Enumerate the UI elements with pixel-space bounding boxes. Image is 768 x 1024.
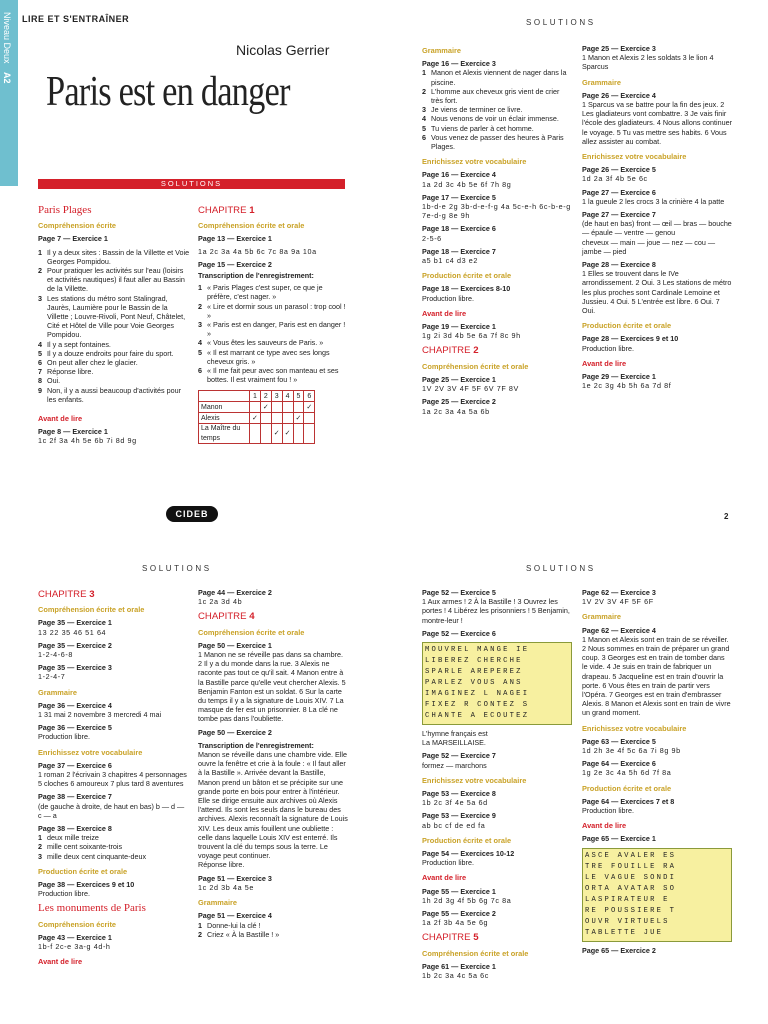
running-head: SOLUTIONS xyxy=(526,564,596,573)
answer-text: cheveux — main — joue — nez — cou — jambe — pied xyxy=(582,237,716,256)
exercise-page: Transcription de l'enregistrement: xyxy=(198,740,314,750)
exercise-section: Avant de lire xyxy=(38,957,83,967)
item-number: 2 xyxy=(198,929,202,939)
item-number: 7 xyxy=(38,367,42,377)
answer-text: 1 Aux armes ! 2 À la Bastille ! 3 Ouvrez les portes ! 4 Libérez les prisonniers ! 5 Benjamin, montre-leur ! xyxy=(422,597,570,625)
list-item: 3 « Paris est en danger, Paris est en danger ! » xyxy=(198,320,346,339)
item-number: 3 xyxy=(198,320,202,330)
exercise-page: Page 44 — Exercice 2 xyxy=(198,588,272,597)
answer-line: 1b 2c 3f 4e 5a 6d xyxy=(422,798,488,808)
list-item: 1 Manon et Alexis viennent de nager dans la piscine. xyxy=(422,68,567,87)
answer-line: 1b 2c 3a 4c 5a 6c xyxy=(422,971,489,981)
exercise-page: Page 36 — Exercice 5 xyxy=(38,723,112,733)
table-cell xyxy=(260,424,271,443)
column-right-1 xyxy=(422,40,572,416)
exercise-page: Page 52 — Exercice 5 xyxy=(422,588,496,597)
answer-text: Réponse libre. xyxy=(198,860,245,870)
answer-text: Production libre. xyxy=(582,806,634,816)
answer-line: 1d 2h 3e 4f 5c 6a 7i 8g 9b xyxy=(582,746,681,756)
word-search-row: RE POUSSIERE T xyxy=(585,906,677,915)
answer-line: 1a 2c 3a 4a 5b 6c 7c 8a 9a 10a xyxy=(198,246,317,256)
exercise-page: Page 55 — Exercice 1 xyxy=(422,886,496,896)
word-search-row: ORTA AVATAR SO xyxy=(585,884,677,893)
answer-text: L'hymne français est xyxy=(422,729,488,739)
table-cell xyxy=(282,402,293,413)
table-corner xyxy=(199,391,250,402)
page-left-top xyxy=(0,0,384,519)
item-number: 3 xyxy=(38,293,42,303)
exercise-section: Enrichissez votre vocabulaire xyxy=(582,723,687,733)
answer-line: 1h 2d 3g 4f 5b 6g 7c 8a xyxy=(422,895,512,905)
exercise-section: Compréhension écrite et orale xyxy=(198,627,305,637)
list-item: 3 Les stations du métro sont Stalingrad, Jaurès, Laumière pour le Bassin de la Villette ; Louvre-Rivoli, Pont Neuf, Châtelet, Cité et Hôtel de Ville pour Voie Georges Pompidou. xyxy=(38,293,186,340)
page-left-bottom xyxy=(0,552,384,1024)
exercise-page: Page 65 — Exercice 1 xyxy=(582,834,656,844)
exercise-page: Page 29 — Exercice 1 xyxy=(582,372,656,382)
column-b xyxy=(198,584,348,939)
exercise-section: Compréhension écrite et orale xyxy=(422,948,529,958)
chapter-heading xyxy=(422,933,572,942)
exercise-page: Page 17 — Exercice 5 xyxy=(422,192,496,202)
word-search-row: TRE FOUILLE RA xyxy=(585,862,677,871)
item-number: 9 xyxy=(38,385,42,395)
word-search-grid xyxy=(582,848,732,942)
exercise-section: Enrichissez votre vocabulaire xyxy=(422,157,527,167)
exercise-page: Page 62 — Exercice 3 xyxy=(582,588,656,597)
word-search-row: FIXEZ R CONTEZ S xyxy=(425,701,530,710)
answer-text: (de haut en bas) front — œil — bras — bouche — épaule — ventre — genou xyxy=(582,219,732,238)
column-paris-plages xyxy=(38,200,190,446)
running-head: SOLUTIONS xyxy=(526,18,596,27)
exercise-page: Page 15 — Exercice 2 xyxy=(198,259,272,269)
exercise-page: Page 53 — Exercice 8 xyxy=(422,789,496,799)
exercise-page: Page 61 — Exercice 1 xyxy=(422,961,496,971)
exercise-page: Page 18 — Exercices 8-10 xyxy=(422,284,511,294)
answer-text: 1 Manon et Alexis 2 les soldats 3 le lion 4 Sparcus xyxy=(582,53,714,72)
exercise-page: Page 13 — Exercice 1 xyxy=(198,234,272,244)
chapter-number: 1 xyxy=(249,205,255,216)
column-chapitre-1 xyxy=(198,200,348,444)
answer-text: 1 la gueule 2 les crocs 3 la crinière 4 la patte xyxy=(582,196,725,206)
answer-text: 1 31 mai 2 novembre 3 mercredi 4 mai xyxy=(38,710,162,720)
exercise-page: Page 55 — Exercice 2 xyxy=(422,909,496,919)
exercise-section: Production écrite et orale xyxy=(582,783,672,793)
answer-text: Production libre. xyxy=(38,732,90,742)
answer-line: 1g 2e 3c 4a 5h 6d 7f 8a xyxy=(582,768,672,778)
exercise-section: Grammaire xyxy=(38,687,78,697)
table-row-label: La Maître du temps xyxy=(199,424,250,443)
item-number: 1 xyxy=(422,68,426,78)
answer-line: 1g 2i 3d 4b 5e 6a 7f 8c 9h xyxy=(422,331,521,341)
answer-line: 1b-d-e 2g 3b-d-e-f-g 4a 5c-e-h 6c-b-e-g 7e-d-g 8e 9h xyxy=(422,202,571,221)
table-row xyxy=(199,424,315,443)
item-number: 5 xyxy=(198,347,202,357)
list-item: 6 On peut aller chez le glacier. xyxy=(38,358,138,368)
answer-list xyxy=(422,68,572,151)
list-item: 8 Oui. xyxy=(38,376,61,386)
chapter-label: CHAPITRE xyxy=(198,205,247,216)
exercise-page: Page 18 — Exercice 7 xyxy=(422,246,496,256)
transcription-label: Transcription de l'enregistrement: xyxy=(198,271,314,281)
table-col-header: 6 xyxy=(304,391,315,402)
chapter-number: 3 xyxy=(89,589,95,600)
word-search-row: LIBEREZ CHERCHE xyxy=(425,657,523,666)
exercise-section: Compréhension écrite et orale xyxy=(198,221,305,231)
list-item: 4 Nous venons de voir un éclair immense. xyxy=(422,114,559,124)
item-number: 6 xyxy=(198,366,202,376)
list-item: 2 mille cent soixante-trois xyxy=(38,842,123,852)
list-item: 2 Criez « À la Bastille ! » xyxy=(198,929,280,939)
list-item: 4 Il y a sept fontaines. xyxy=(38,339,111,349)
author: Nicolas Gerrier xyxy=(236,42,330,58)
item-number: 2 xyxy=(38,842,42,852)
table-row-label: Manon xyxy=(199,402,250,413)
chapter-number: 4 xyxy=(249,611,255,623)
exercise-section: Avant de lire xyxy=(422,873,467,883)
answer-line: 1c 2a 3d 4b xyxy=(198,597,243,607)
word-search-row: MOUVREL MANGE IE xyxy=(425,646,530,655)
exercise-section: Production écrite et orale xyxy=(422,835,512,845)
exercise-page: Page 38 — Exercices 9 et 10 xyxy=(38,880,135,890)
answer-list xyxy=(198,283,348,384)
table-row xyxy=(199,413,315,424)
table-cell: ✓ xyxy=(271,424,282,443)
exercise-page: Page 64 — Exercices 7 et 8 xyxy=(582,796,675,806)
table-cell xyxy=(271,413,282,424)
word-search-row: OUVR VIRTUELS xyxy=(585,917,670,926)
answer-text: Production libre. xyxy=(422,293,474,303)
answer-line: 1a 2c 3a 4a 5a 6b xyxy=(422,406,490,416)
exercise-section: Compréhension écrite et orale xyxy=(422,361,529,371)
solutions-bar: SOLUTIONS xyxy=(38,179,345,189)
table-col-header: 2 xyxy=(260,391,271,402)
answer-text: La MARSEILLAISE. xyxy=(422,738,486,748)
book-title: Paris est en danger xyxy=(46,69,290,115)
item-number: 5 xyxy=(38,348,42,358)
list-item: 9 Non, il y a aussi beaucoup d'activités pour les enfants. xyxy=(38,385,182,404)
page-right-top xyxy=(384,0,768,536)
answer-text: 1 Elles se trouvent dans le IVe arrondissement. 2 Oui. 3 Les stations de métro les plus proches sont Cardinale Lemoine et Jussieu. 4 Oui. 5 L'entrée est libre. 6 Oui. 7 Oui. xyxy=(582,269,732,316)
word-search-row: SPARLE AREPEREZ xyxy=(425,668,523,677)
chapter-label: CHAPITRE xyxy=(38,589,87,600)
table-cell xyxy=(282,413,293,424)
exercise-page: Page 27 — Exercice 7 xyxy=(582,210,656,220)
item-number: 1 xyxy=(198,920,202,930)
exercise-section: Grammaire xyxy=(198,898,238,908)
list-item: 1 Donne-lui la clé ! xyxy=(198,920,261,930)
exercise-page: Page 50 — Exercice 2 xyxy=(198,727,272,737)
exercise-page: Page 35 — Exercice 3 xyxy=(38,663,112,673)
answer-line: 1-2-4-7 xyxy=(38,672,66,682)
list-item: 3 Je viens de terminer ce livre. xyxy=(422,105,523,115)
exercise-page: Page 27 — Exercice 6 xyxy=(582,187,656,197)
exercise-section: Avant de lire xyxy=(582,358,627,368)
word-search-grid xyxy=(422,642,572,725)
running-head: SOLUTIONS xyxy=(142,564,212,573)
level-code: A2 xyxy=(2,72,12,84)
item-number: 2 xyxy=(38,266,42,276)
exercise-page: Page 28 — Exercices 9 et 10 xyxy=(582,334,679,344)
table-cell xyxy=(250,424,261,443)
exercise-page: Page 51 — Exercice 4 xyxy=(198,911,272,921)
list-item: 5 Tu viens de parler à cet homme. xyxy=(422,123,534,133)
exercise-page: Page 50 — Exercice 1 xyxy=(198,640,272,650)
exercise-page: Page 36 — Exercice 4 xyxy=(38,700,112,710)
page-number: 2 xyxy=(724,512,729,521)
column-d xyxy=(582,584,732,955)
answer-text: 1 Sparcus va se battre pour la fin des jeux. 2 Les gladiateurs vont combattre. 3 Je vais finir l'école des gladiateurs. 4 Nous allons continuer le voyage. 5 Tu vas mettre ses habits. 6 Vous allez assister au combat. xyxy=(582,100,733,146)
column-c xyxy=(422,584,572,980)
list-item: 5 « Il est marrant ce type avec ses longs cheveux gris. » xyxy=(198,347,330,366)
answer-line: 13 22 35 46 51 64 xyxy=(38,627,107,637)
exercise-page: Page 16 — Exercice 4 xyxy=(422,170,496,180)
exercise-page: Page 63 — Exercice 5 xyxy=(582,736,656,746)
word-search-row: TABLETTE JUE xyxy=(585,928,664,937)
table-col-header: 5 xyxy=(293,391,304,402)
item-number: 6 xyxy=(422,132,426,142)
exercise-page: Page 25 — Exercice 2 xyxy=(422,397,496,407)
answer-line: 1a 2d 3c 4b 5e 6f 7h 8g xyxy=(422,179,512,189)
word-search-row: LASPIRATEUR E xyxy=(585,895,670,904)
table-col-header: 4 xyxy=(282,391,293,402)
exercise-section: Production écrite et orale xyxy=(38,866,128,876)
answer-line: 1c 2d 3b 4a 5e xyxy=(198,882,254,892)
table-col-header: 1 xyxy=(250,391,261,402)
exercise-page: Page 18 — Exercice 6 xyxy=(422,224,496,234)
list-item: 1 « Paris Plages c'est super, ce que je préfère, c'est nager. » xyxy=(198,283,323,302)
exercise-page: Page 25 — Exercice 1 xyxy=(422,374,496,384)
item-number: 3 xyxy=(422,105,426,115)
exercise-page: Page 43 — Exercice 1 xyxy=(38,932,112,942)
exercise-page: Page 25 — Exercice 3 xyxy=(582,44,656,53)
table-cell: ✓ xyxy=(260,402,271,413)
list-item: 1 Il y a deux sites : Bassin de la Villette et Voie Georges Pompidou. xyxy=(38,247,190,266)
exercise-section: Avant de lire xyxy=(422,308,467,318)
answer-list xyxy=(198,921,348,939)
item-number: 4 xyxy=(198,338,202,348)
exercise-section: Avant de lire xyxy=(38,414,83,424)
chapter-heading xyxy=(198,206,348,215)
answer-line: 1-2-4-6-8 xyxy=(38,650,73,660)
answer-line: 1V 2V 3V 4F 5F 6V 7F 8V xyxy=(422,384,519,394)
exercise-page: Page 38 — Exercice 7 xyxy=(38,792,112,802)
list-item: 5 Il y a douze endroits pour faire du sport. xyxy=(38,348,174,358)
answer-line: 1a 2f 3b 4a 5e 6g xyxy=(422,918,489,928)
chapter-number: 5 xyxy=(473,932,479,944)
item-number: 2 xyxy=(198,301,202,311)
table-cell xyxy=(250,402,261,413)
exercise-page: Page 16 — Exercice 3 xyxy=(422,59,496,69)
answer-text: 1 Manon et Alexis sont en train de se réveiller. 2 Nous sommes en train de préparer un grand coup. 3 Georges est en train de tomber dans le vide. 4 Je suis en train de fabriquer un drapeau. 5 Jacqueline est en train d'ouvrir la porte. 6 Vous êtes en train de partir vers l'Opéra. 7 Georges est en train d'embrasser Alexis. 8 Manon et Alexis sont en train de vivre un grand moment. xyxy=(582,634,731,718)
series-title: LIRE ET S'ENTRAÎNER xyxy=(22,14,130,24)
table-row-label: Alexis xyxy=(199,413,250,424)
section-heading: Paris Plages xyxy=(38,204,92,216)
word-search-row: CHANTE A ECOUTEZ xyxy=(425,712,530,721)
exercise-section: Compréhension écrite xyxy=(38,919,117,929)
answer-text: Production libre. xyxy=(38,889,90,899)
column-right-2 xyxy=(582,40,732,391)
exercise-section: Grammaire xyxy=(582,77,622,87)
answer-text: 1 roman 2 l'écrivain 3 chapitres 4 personnages 5 cloches 6 amoureux 7 plus tard 8 aventures xyxy=(38,770,187,789)
word-search-row: LE VAGUE SONDI xyxy=(585,873,677,882)
item-number: 4 xyxy=(422,114,426,124)
exercise-section: Enrichissez votre vocabulaire xyxy=(38,747,143,757)
word-search-row: ASCE AVALER ES xyxy=(585,851,677,860)
table-header-row xyxy=(199,391,315,402)
answer-table xyxy=(198,390,315,443)
list-item: 6 « Il me fait peur avec son manteau et ses bottes. Il est vraiment fou ! » xyxy=(198,366,339,385)
item-number: 5 xyxy=(422,123,426,133)
item-number: 4 xyxy=(38,339,42,349)
chapter-label: CHAPITRE xyxy=(198,611,247,623)
exercise-page: Page 35 — Exercice 2 xyxy=(38,640,112,650)
item-number: 1 xyxy=(198,283,202,293)
exercise-page: Page 7 — Exercice 1 xyxy=(38,234,108,244)
answer-text: formez — marchons xyxy=(422,760,487,770)
answer-list xyxy=(38,248,190,404)
exercise-page: Page 54 — Exercices 10-12 xyxy=(422,849,515,859)
item-number: 2 xyxy=(422,86,426,96)
exercise-page: Page 52 — Exercice 6 xyxy=(422,628,496,638)
exercise-section: Grammaire xyxy=(422,46,462,55)
table-cell xyxy=(260,413,271,424)
exercise-page: Page 64 — Exercice 6 xyxy=(582,759,656,769)
answer-line: ab bc cf de ed fa xyxy=(422,820,486,830)
answer-text: 1 Manon ne se réveille pas dans sa chambre. 2 Il y a du monde dans la rue. 3 Alexis ne raconte pas tout ce qu'il sait. 4 Manon entre à la Bastille parce qu'elle veut chercher Alexis. 5 Benjamin Fanton est un soldat. 6 Sur la carte du temps il y a la signature de Louis XIV. 7 La masque de fer est un prisonnier. 8 La clé ne tombe pas dans l'oubliette. xyxy=(198,650,346,724)
table-cell: ✓ xyxy=(293,413,304,424)
column-a xyxy=(38,584,188,970)
exercise-page: Page 8 — Exercice 1 xyxy=(38,427,108,437)
table-row xyxy=(199,402,315,413)
exercise-page: Page 28 — Exercice 8 xyxy=(582,260,656,270)
item-number: 3 xyxy=(38,851,42,861)
table-cell: ✓ xyxy=(250,413,261,424)
exercise-page: Page 65 — Exercice 2 xyxy=(582,945,656,955)
exercise-page: Page 53 — Exercice 9 xyxy=(422,811,496,821)
list-item: 2 L'homme aux cheveux gris vient de crier très fort. xyxy=(422,86,560,106)
table-cell: ✓ xyxy=(304,402,315,413)
answer-list xyxy=(38,833,188,861)
exercise-page: Page 37 — Exercice 6 xyxy=(38,760,112,770)
table-cell xyxy=(304,424,315,443)
item-number: 1 xyxy=(38,247,42,257)
answer-line: 1c 2f 3a 4h 5e 6b 7i 8d 9g xyxy=(38,436,137,446)
chapter-heading xyxy=(38,590,188,599)
list-item: 4 « Vous êtes les sauveurs de Paris. » xyxy=(198,338,324,348)
word-search-row: IMAGINEZ L NAGEI xyxy=(425,690,530,699)
chapter-heading xyxy=(422,346,572,355)
answer-line: 2-5-6 xyxy=(422,233,442,243)
list-item: 2 Pour pratiquer les activités sur l'eau (loisirs et activités nautiques) il faut aller au Bassin de la Villette. xyxy=(38,266,185,294)
chapter-heading xyxy=(198,612,348,621)
item-number: 6 xyxy=(38,358,42,368)
exercise-page: Page 35 — Exercice 1 xyxy=(38,618,112,628)
exercise-section: Enrichissez votre vocabulaire xyxy=(582,152,687,162)
answer-line: 1V 2V 3V 4F 5F 6F xyxy=(582,597,654,607)
list-item: 7 Réponse libre. xyxy=(38,367,94,377)
list-item: 1 deux mille treize xyxy=(38,833,99,843)
table-cell xyxy=(304,413,315,424)
exercise-section: Production écrite et orale xyxy=(582,321,672,331)
answer-text: Production libre. xyxy=(422,858,474,868)
table-cell xyxy=(293,424,304,443)
list-item: 3 mille deux cent cinquante-deux xyxy=(38,851,147,861)
level-tab xyxy=(0,0,18,186)
exercise-page: Page 38 — Exercice 8 xyxy=(38,824,112,834)
table-cell: ✓ xyxy=(282,424,293,443)
table-col-header: 3 xyxy=(271,391,282,402)
exercise-section: Avant de lire xyxy=(582,821,627,831)
answer-text: Manon se réveille dans une chambre vide. Elle ouvre la fenêtre et crie à la foule : « Il faut aller à la Bastille ». Arrivée devant la Bastille, Manon prend un bâton et se précipite sur une grande porte en bois pour entrer à l'intérieur. Elle se dirige ensuite aux archives où Alexis l'attend. Ils sont les seuls dans le bureau des archives. Alexis reconnaît la signature de Louis XIV. Les deux amis fouillent une oubliette : celle dans laquelle Louis XIV est enterré. Ils trouvent la clé du temps sous la terre. Le voyage peut continuer. xyxy=(198,750,348,861)
answer-text: Production libre. xyxy=(582,343,634,353)
exercise-section: Compréhension écrite xyxy=(38,221,117,231)
level-label: Niveau Deux xyxy=(2,12,12,64)
exercise-page: Page 26 — Exercice 5 xyxy=(582,165,656,175)
exercise-section: Compréhension écrite et orale xyxy=(38,605,145,615)
exercise-page: Page 62 — Exercice 4 xyxy=(582,625,656,635)
item-number: 1 xyxy=(38,833,42,843)
exercise-section: Production écrite et orale xyxy=(422,271,512,281)
chapter-label: CHAPITRE xyxy=(422,932,471,944)
exercise-page: Page 52 — Exercice 7 xyxy=(422,751,496,761)
exercise-page: Page 51 — Exercice 3 xyxy=(198,873,272,883)
page-right-bottom xyxy=(384,552,768,1024)
word-search-row: PARLEZ VOUS ANS xyxy=(425,679,523,688)
item-number: 8 xyxy=(38,376,42,386)
list-item: 2 « Lire et dormir sous un parasol : trop cool ! » xyxy=(198,301,346,320)
answer-text: (de gauche à droite, de haut en bas) b — d — c — a xyxy=(38,801,185,820)
answer-line: 1e 2c 3g 4b 5h 6a 7d 8f xyxy=(582,381,672,391)
section-heading: Les monuments de Paris xyxy=(38,902,146,915)
table-cell xyxy=(271,402,282,413)
exercise-section: Enrichissez votre vocabulaire xyxy=(422,775,527,785)
exercise-page: Page 26 — Exercice 4 xyxy=(582,90,656,100)
publisher-logo: CIDEB xyxy=(166,506,218,522)
answer-line: 1d 2a 3f 4b 5e 6c xyxy=(582,174,648,184)
exercise-page: Page 19 — Exercice 1 xyxy=(422,322,496,332)
chapter-label: CHAPITRE xyxy=(422,345,471,357)
answer-line: a5 b1 c4 d3 e2 xyxy=(422,256,478,266)
chapter-number: 2 xyxy=(473,345,479,357)
answer-line: 1b-f 2c-e 3a-g 4d-h xyxy=(38,942,111,952)
list-item: 6 Vous venez de passer des heures à Paris Plages. xyxy=(422,132,564,152)
exercise-section: Grammaire xyxy=(582,612,622,622)
table-cell xyxy=(293,402,304,413)
